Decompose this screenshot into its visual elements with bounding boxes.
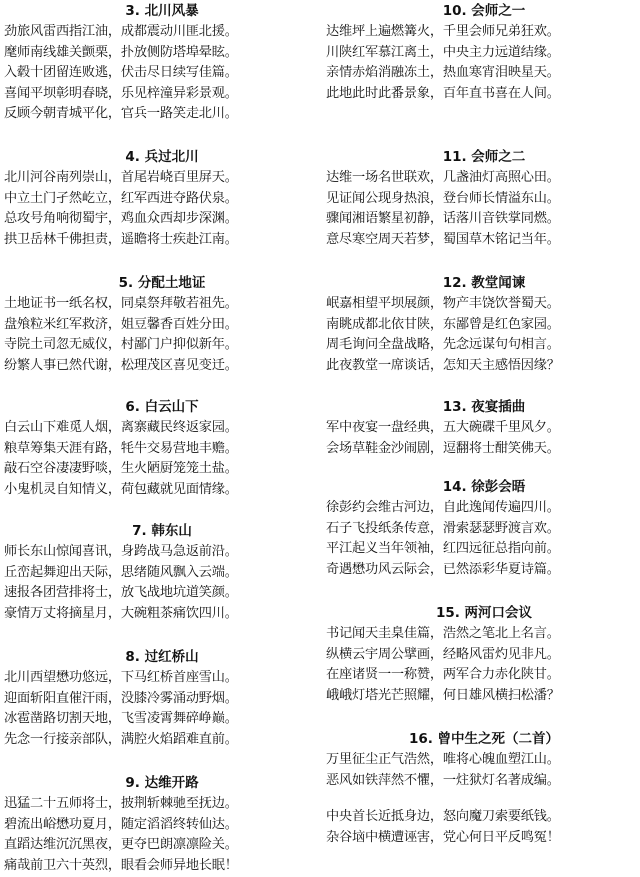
poem-title: 10. 会师之一 [442,3,526,19]
poem-title: 8. 过红桥山 [125,649,199,665]
poem-line: 纵横云宇周公擘画，经略风雷灼见非凡。 [326,646,560,662]
poem-title: 4. 兵过北川 [125,149,199,165]
poem-line: 土地证书一纸名权，同桌祭拜敬若祖先。 [4,296,238,311]
poem-line: 先念一行接亲部队，满腔火焰蹈难直前。 [4,731,238,747]
poem-title: 11. 会师之二 [442,149,526,165]
poem-title: 3. 北川风暴 [125,3,199,19]
poem-line: 奇遇懋功风云际会，已然添彩华夏诗篇。 [326,561,560,577]
poem-line: 中央首长近抵身边，怒向魔刀索要纸钱。 [326,809,560,825]
poem-line: 豪情万丈将摘星月，大碗粗茶痛饮四川。 [4,605,238,621]
poem-line: 亲情赤焰消融冻土，热血寒宵泪映星天。 [326,65,560,81]
poem-line: 杂谷垴中横遭诬害，党心何日平反鸣冤！ [326,829,560,845]
poem-title: 13. 夜宴插曲 [442,399,526,415]
poem-line: 会场草鞋金沙闹剧，逗翻将士酣笑佛天。 [326,440,560,456]
poem-line: 中立土门孑然屹立，红军西进夺路伏泉。 [4,190,238,206]
poem-title: 9. 达维开路 [125,775,199,791]
poem-line: 骤闻湘语繁星初静，话落川音铁掌同燃。 [326,211,560,227]
poem-title: 14. 徐彭会晤 [442,479,526,495]
stanza-break [326,791,640,807]
poem-line: 达维坪上遍燃篝火，千里会师兄弟狂欢。 [326,24,560,39]
poem-line: 师长东山惊闻喜讯，身跨战马急返前沿。 [4,544,238,559]
poem-block [4,648,320,750]
poem-block [326,604,640,706]
poem-line: 麾师南线雄关颤栗，扑放侧防塔埠晕眩。 [4,44,238,60]
poem-line: 粮草筹集天涯有路，牦牛交易营地丰赡。 [4,440,238,456]
poem-line: 速报各团营排将士，放飞战地坑道笑颜。 [4,585,238,601]
poem-line: 达维一场名世联欢，几盏油灯高照心田。 [326,170,560,185]
poem-line: 岷嘉相望平坝展颜，物产丰饶饮誉蜀天。 [326,296,560,311]
poem-line: 总攻号角响彻蜀宇，鸡血众西却步深渊。 [4,211,238,227]
poem-title: 12. 教堂闻谏 [442,275,526,291]
poem-block [326,148,640,250]
poem-line: 周毛询问全盘战略，先念远谋句句相言。 [326,337,560,353]
poem-block [326,398,640,459]
poem-line: 丘峦起舞迎出天际，思绪随风飘入云端。 [4,564,238,580]
poem-line: 见证闻公现身热浪，登台师长情溢东山。 [326,190,560,206]
poem-line: 迅猛二十五师将士，披荆斩棘驰至抚边。 [4,796,238,811]
poem-line: 恶风如铁萍然不懼，一炷狱灯名著成编。 [326,772,560,788]
poem-block [326,478,640,580]
poem-line: 川陕红军慕江离土，中央主力远道结缘。 [326,44,560,60]
poem-line: 此夜教堂一席谈话，怎知天主感悟因缘？ [326,357,560,373]
poem-block [326,2,640,104]
poem-line: 万里征尘正气浩然，唯将心魄血塑江山。 [326,752,560,767]
poem-line: 痛哉前卫六十英烈，眼看会师异地长眠！ [4,857,238,873]
poem-line: 直蹈达维沉沉黑夜，更夺巴朗凛凛险关。 [4,837,238,853]
poem-line: 拱卫岳林千佛担责，遥瞻将士疾赴江南。 [4,231,238,247]
poem-line: 北川西望懋功悠远，下马红桥首座雪山。 [4,670,238,685]
poem-line: 北川河谷南列崇山，首尾岩峣百里屏天。 [4,170,238,185]
poem-title: 5. 分配土地证 [118,275,206,291]
poem-line: 平江起义当年领袖，红四远征总指向前。 [326,541,560,557]
poem-block [326,730,640,848]
poem-line: 军中夜宴一盘经典，五大碗碟千里风夕。 [326,420,560,435]
poem-line: 南眺成都北依甘陕，东鄙曾是红色家园。 [326,316,560,332]
poem-line: 冰雹凿路切割天地，飞雪凌霄舞碎峥巅。 [4,711,238,727]
poem-line: 入毂十团留连败逃，伏击尽日续写佳篇。 [4,65,238,81]
poem-title: 7. 韩东山 [132,523,192,539]
poem-line: 书记闻天圭臬佳篇，浩然之笔北上名言。 [326,626,560,641]
poem-block [4,148,320,250]
poem-line: 碧流出峪懋功夏月，随定滔滔终转仙达。 [4,816,238,832]
poem-line: 意尽寒空周天若梦，蜀国草木铭记当年。 [326,231,560,247]
poem-line: 劲旅风雷西指江油，成都震动川匪北援。 [4,24,238,39]
poem-block [4,274,320,376]
poem-block [4,398,320,500]
poem-line: 寺院土司忽无威仪，村鄙门户抑似新年。 [4,337,238,353]
poem-line: 徐彭约会维古河边，自此逸闻传遍四川。 [326,500,560,515]
poem-title: 15. 两河口会议 [435,605,533,621]
poem-line: 喜闻平坝彰明春晓，乐见梓潼异彩景观。 [4,85,238,101]
poem-block [4,2,320,125]
poem-line: 迎面斩阳直催汗雨，没膝冷雾涌动野烟。 [4,690,238,706]
poem-block [4,774,320,876]
poem-line: 小鬼机灵自知情义，荷包藏就见面情缘。 [4,481,238,497]
poem-line: 石子飞投纸条传意，滑索瑟瑟野渡言欢。 [326,520,560,536]
poem-line: 白云山下难觅人烟，离寨藏民终返家园。 [4,420,238,435]
poem-line: 盘飧粒米红军救济，姐豆馨香百姓分田。 [4,316,238,332]
poem-block [326,274,640,376]
poem-title: 16. 曾中生之死（二首） [408,731,560,747]
poem-title: 6. 白云山下 [125,399,199,415]
poem-line: 峨峨灯塔光芒照耀，何日雄风横扫松潘？ [326,687,560,703]
poem-block [4,522,320,624]
poem-line: 敲石空谷凄凄野啖，生火陋厨笼笼土盐。 [4,461,238,477]
poem-line: 此地此时此番景象，百年直书喜在人间。 [326,85,560,101]
poem-line: 在座诸贤一一称赞，两军合力赤化陕甘。 [326,667,560,683]
poem-line: 纷繁人事已然代谢，松理茂区喜见变迁。 [4,357,238,373]
poem-line: 反顾今朝青城平化，官兵一路笑走北川。 [4,106,238,122]
